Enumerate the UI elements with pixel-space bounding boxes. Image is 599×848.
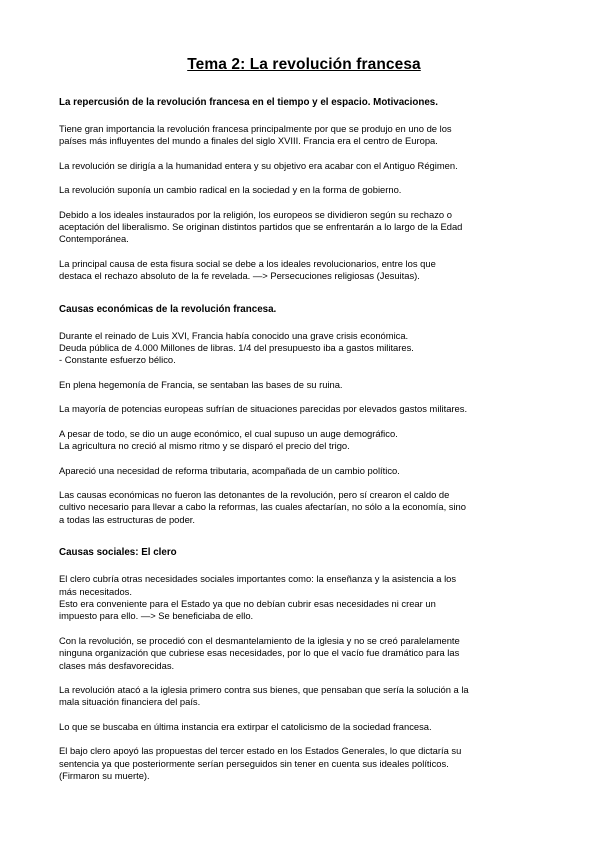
- section-causas-economicas: [59, 303, 549, 526]
- document-page: [59, 56, 549, 802]
- paragraph: A pesar de todo, se dio un auge económico, el cual supuso un auge demográfico. La agricultura no creció al mismo ritmo y se disparó el precio del trigo.: [59, 427, 398, 452]
- paragraph: La mayoría de potencias europeas sufrían de situaciones parecidas por elevados gastos militares.: [59, 403, 468, 415]
- paragraph: El bajo clero apoyó las propuestas del tercer estado en los Estados Generales, lo que dictaría su sentencia ya que posteriormente serían perseguidos sin tener en cuenta sus ideales políticos. (Firmaron su muerte).: [59, 745, 462, 781]
- paragraph: Las causas económicas no fueron las detonantes de la revolución, pero sí crearon el caldo de cultivo necesario para llevar a cabo la reformas, las cuales afectarían, no sólo a la economía, sino a todas las estructuras de poder.: [59, 488, 466, 525]
- paragraph: Apareció una necesidad de reforma tributaria, acompañada de un cambio político.: [59, 464, 400, 476]
- paragraph: Lo que se buscaba en última instancia era extirpar el catolicismo de la sociedad francesa.: [59, 720, 432, 732]
- paragraph: Durante el reinado de Luis XVI, Francia había conocido una grave crisis económica. Deuda pública de 4.000 Millones de libras. 1/4 del presupuesto iba a gastos militares. - Constante esfuerzo bélico.: [59, 329, 414, 366]
- section-heading: Causas económicas de la revolución francesa.: [59, 303, 277, 315]
- page-title: Tema 2: La revolución francesa: [187, 56, 421, 73]
- paragraph: Debido a los ideales instaurados por la religión, los europeos se dividieron según su rechazo o aceptación del liberalismo. Se originan distintos partidos que se enfrentarán a lo largo de la Edad Contemporánea.: [59, 208, 463, 245]
- paragraph: La revolución suponía un cambio radical en la sociedad y en la forma de gobierno.: [59, 184, 402, 196]
- section-repercusion: [59, 96, 549, 283]
- section-heading: Causas sociales: El clero: [59, 547, 177, 559]
- paragraph: La principal causa de esta fisura social se debe a los ideales revolucionarios, entre los que destaca el rechazo absoluto de la fe revelada. —> Persecuciones religiosas (Jesuitas).: [59, 257, 436, 282]
- paragraph: La revolución atacó a la iglesia primero contra sus bienes, que pensaban que sería la solución a la mala situación financiera del país.: [59, 683, 469, 708]
- paragraph: Con la revolución, se procedió con el desmantelamiento de la iglesia y no se creó paralelamente ninguna organización que cubriese esas necesidades, por lo que el vacío fue dramático para las clases más desfavorecidas.: [59, 634, 460, 671]
- paragraph: La revolución se dirigía a la humanidad entera y su objetivo era acabar con el Antiguo Régimen.: [59, 159, 458, 171]
- paragraph: Tiene gran importancia la revolución francesa principalmente por que se produjo en uno de los países más influyentes del mundo a finales del siglo XVIII. Francia era el centro de Europa.: [59, 123, 452, 147]
- section-causas-sociales: [59, 546, 549, 782]
- paragraph: En plena hegemonía de Francia, se sentaban las bases de su ruina.: [59, 378, 343, 390]
- paragraph: El clero cubría otras necesidades sociales importantes como: la enseñanza y la asistencia a los más necesitados. Esto era conveniente para el Estado ya que no debían cubrir esas necesidades ni crear un impuesto para ello. —> Se beneficiaba de ello.: [59, 573, 457, 622]
- section-heading: La repercusión de la revolución francesa en el tiempo y el espacio. Motivaciones.: [59, 97, 438, 108]
